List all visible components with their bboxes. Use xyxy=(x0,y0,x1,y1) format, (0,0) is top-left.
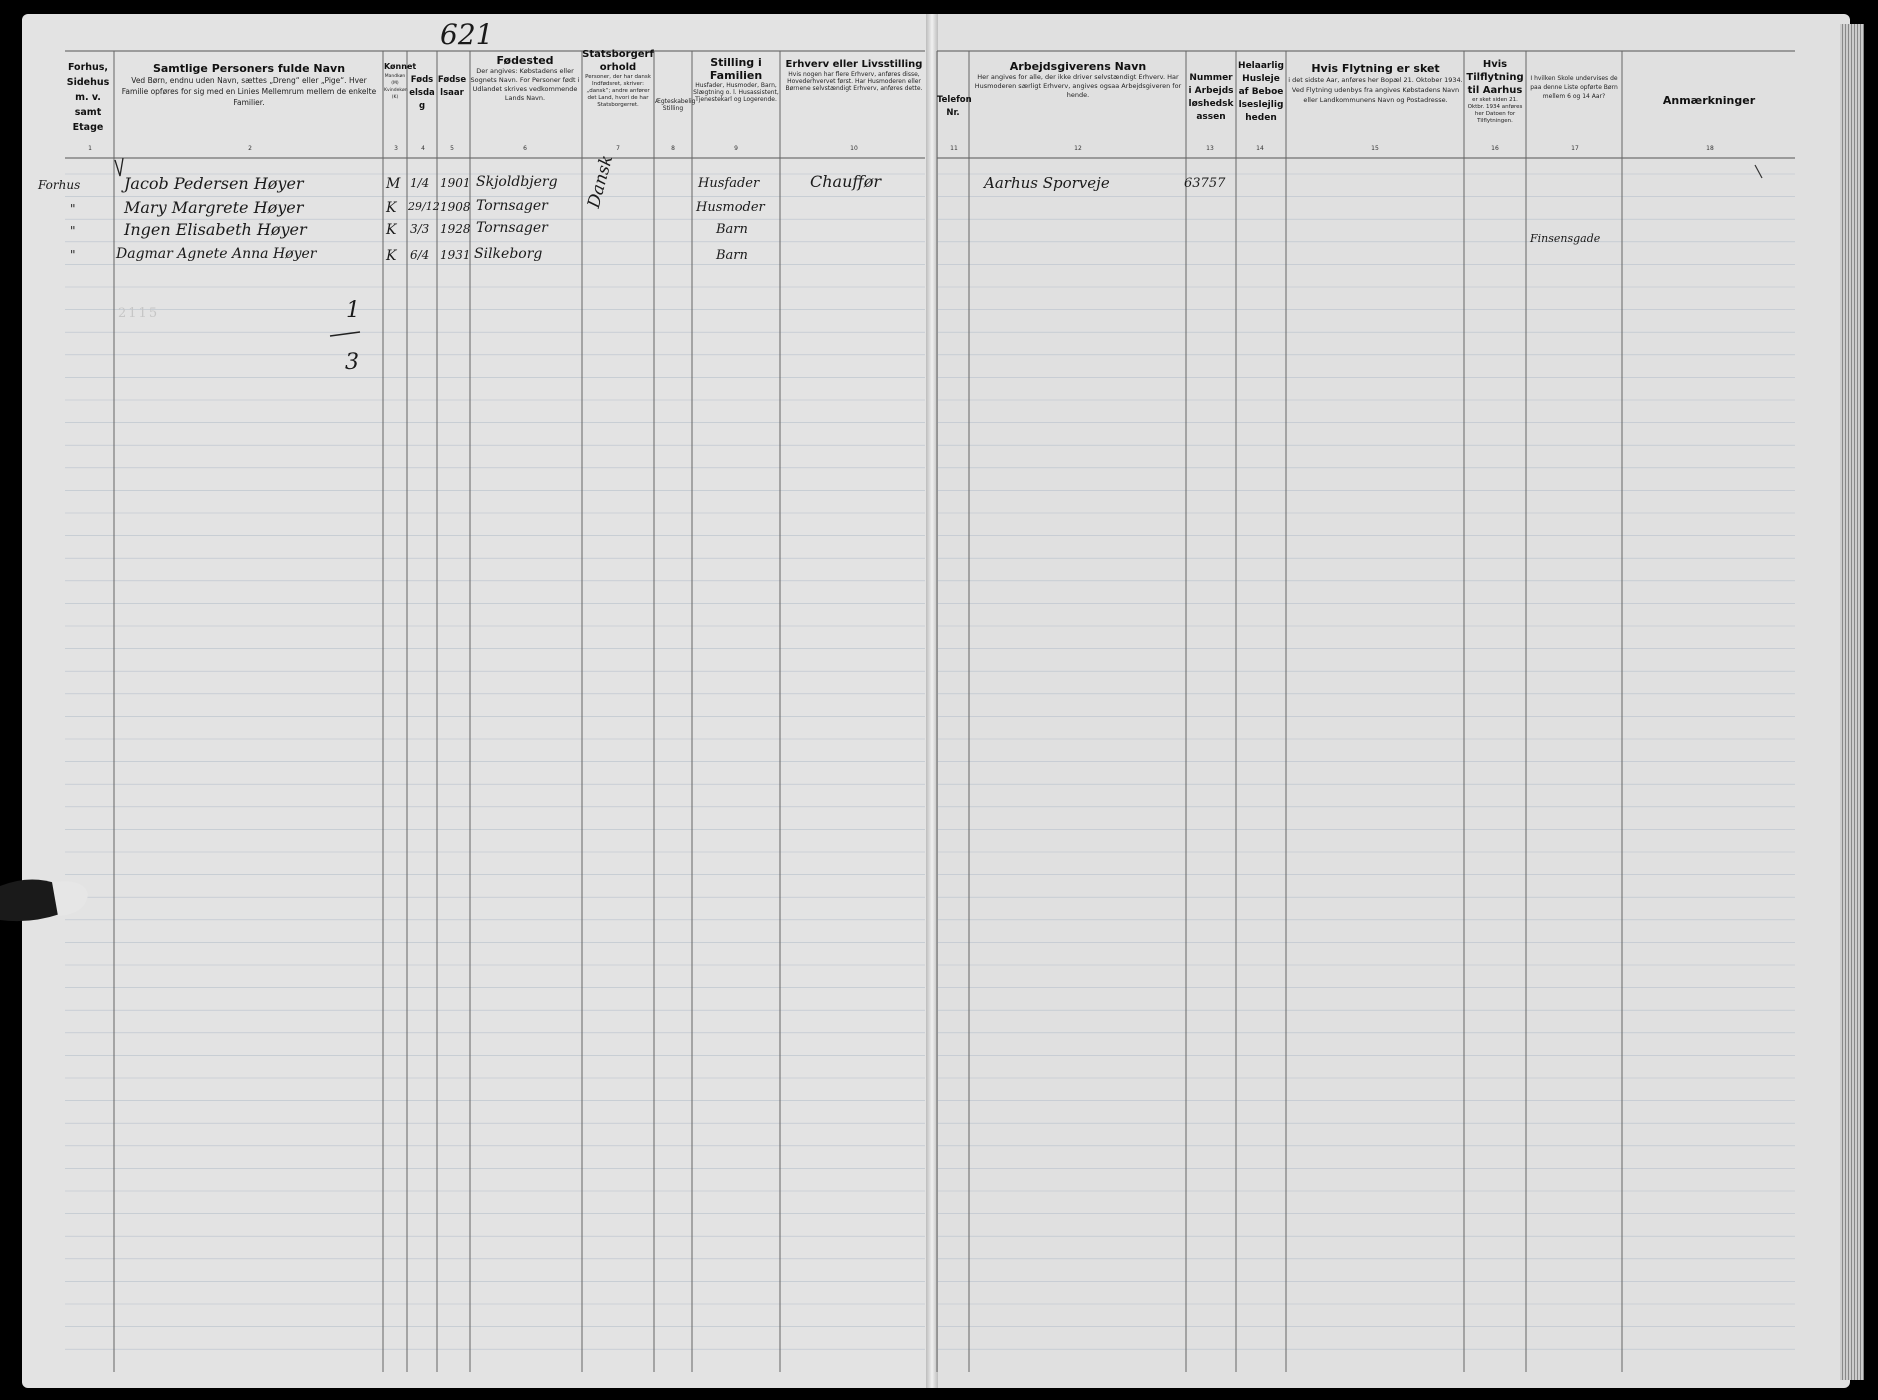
col-number: 2 xyxy=(248,145,252,152)
cell-sex: M xyxy=(386,176,401,192)
header-col-11: Telefon Nr. xyxy=(937,95,972,118)
cell-etage: " xyxy=(70,248,76,262)
col-number: 18 xyxy=(1706,145,1714,152)
header-col-3: Kønnet Mandkøn (M) Kvindekøn (K) xyxy=(384,62,417,100)
cell-etage: " xyxy=(70,202,76,216)
col-number: 13 xyxy=(1206,145,1214,152)
header-col-14: Helaarlig Husleje af Beboelseslejligheden xyxy=(1238,61,1284,123)
cell-etage: " xyxy=(70,224,76,238)
header-col-12: Arbejdsgiverens Navn Her angives for alle, der ikke driver selvstændigt Erhverv. Har Husmoderen særligt Erhverv, angives ogsaa Arbejdsgiveren for hende. xyxy=(974,60,1182,99)
cell-name: Mary Margrete Høyer xyxy=(124,198,304,217)
cell-name: Jacob Pedersen Høyer xyxy=(124,174,304,193)
check-mark-icon xyxy=(112,156,126,182)
cell-sex: K xyxy=(386,248,397,264)
header-col-4: Fødselsdag xyxy=(409,75,435,111)
col-number: 14 xyxy=(1256,145,1264,152)
col-number: 8 xyxy=(671,145,675,152)
cell-family: Barn xyxy=(716,248,748,263)
cell-sex: K xyxy=(386,200,397,216)
cell-name: Ingen Elisabeth Høyer xyxy=(124,220,307,239)
header-col-16: Hvis Tilflytning til Aarhus er sket siden 21. Oktbr. 1934 anføres her Datoen for Tilflytningen. xyxy=(1466,59,1524,124)
cell-occupation: Chauffør xyxy=(810,172,882,191)
binder-clip-icon xyxy=(0,874,90,926)
col-number: 17 xyxy=(1571,145,1579,152)
cell-birthplace: Tornsager xyxy=(476,220,548,236)
cell-name: Dagmar Agnete Anna Høyer xyxy=(116,246,317,262)
sheet-number: 621 xyxy=(440,18,494,51)
cell-family: Barn xyxy=(716,222,748,237)
col-number: 5 xyxy=(450,145,454,152)
cell-birthday: 6/4 xyxy=(410,248,430,262)
fraction-bar xyxy=(328,328,362,340)
faint-stamp: 2115 xyxy=(118,306,160,321)
cell-birthday: 29/12 xyxy=(408,200,440,213)
header-col-5: Fødselsaar xyxy=(437,75,467,98)
cell-year: 1908 xyxy=(440,200,471,214)
header-col-6: Fødested Der angives: Købstadens eller Sognets Navn. For Personer født i Udlandet skrives vedkommende Lands Navn. xyxy=(470,54,580,102)
col-number: 3 xyxy=(394,145,398,152)
citizenship-note: Dansk xyxy=(584,153,618,211)
cell-etage: Forhus xyxy=(38,178,81,192)
cell-birthplace: Silkeborg xyxy=(474,246,543,262)
col-number: 4 xyxy=(421,145,425,152)
col-number: 1 xyxy=(88,145,92,152)
col-number: 12 xyxy=(1074,145,1082,152)
fraction-top: 1 xyxy=(346,298,360,323)
cell-employer: Aarhus Sporveje xyxy=(984,174,1110,192)
col-number: 6 xyxy=(523,145,527,152)
header-col-2: Samtlige Personers fulde Navn Ved Børn, endnu uden Navn, sættes „Dreng“ eller „Pige“. Hver Familie opføres for sig med en Linies Mellemrum mellem de enkelte Familier. xyxy=(121,62,377,107)
header-col-9: Stilling i Familien Husfader, Husmoder, Barn, Slægtning o. l. Husassistent, Tjenestekarl og Logerende. xyxy=(693,56,779,103)
cell-year: 1928 xyxy=(440,222,471,236)
cell-unemployment-no: 63757 xyxy=(1184,176,1226,191)
col-number: 15 xyxy=(1371,145,1379,152)
cell-birthplace: Skjoldbjerg xyxy=(476,174,558,190)
col-number: 9 xyxy=(734,145,738,152)
col-number: 10 xyxy=(850,145,858,152)
header-col-1: Forhus, Sidehus m. v. samt Etage xyxy=(66,62,110,133)
cell-year: 1901 xyxy=(440,176,471,190)
cell-birthday: 1/4 xyxy=(410,176,430,190)
header-col-10: Erhverv eller Livsstilling Hvis nogen har flere Erhverv, anføres disse, Hovederhvervet først. Har Husmoderen eller Børnene selvstændigt Erhverv, anføres dette. xyxy=(785,59,923,92)
cell-family: Husmoder xyxy=(696,200,765,215)
cell-family: Husfader xyxy=(698,176,760,191)
cell-birthplace: Tornsager xyxy=(476,198,548,214)
cell-birthday: 3/3 xyxy=(410,222,430,236)
cell-year: 1931 xyxy=(440,248,471,262)
cell-school: Finsensgade xyxy=(1530,232,1601,245)
header-col-7: Statsborgerforhold Personer, der har dansk Indfødsret, skriver: „dansk“; andre anfører det Land, hvori de har Statsborgerret. xyxy=(582,49,654,108)
fraction-bottom: 3 xyxy=(345,350,359,375)
header-col-13: Nummer i Arbejdsløshedskassen xyxy=(1188,73,1234,122)
header-col-18: Anmærkninger xyxy=(1662,94,1756,107)
tick-mark-icon xyxy=(1752,162,1766,182)
cell-sex: K xyxy=(386,222,397,238)
header-col-17: I hvilken Skole undervises de paa denne Liste opførte Børn mellem 6 og 14 Aar? xyxy=(1530,75,1618,100)
col-number: 11 xyxy=(950,145,958,152)
col-number: 16 xyxy=(1491,145,1499,152)
header-col-15: Hvis Flytning er sket i det sidste Aar, anføres her Bopæl 21. Oktober 1934. Ved Flytning udenbys fra angives Købstadens Navn eller Landkommunens Navn og Postadresse. xyxy=(1288,62,1463,104)
header-col-8: Ægteskabelig Stilling xyxy=(655,98,696,112)
col-number: 7 xyxy=(616,145,620,152)
